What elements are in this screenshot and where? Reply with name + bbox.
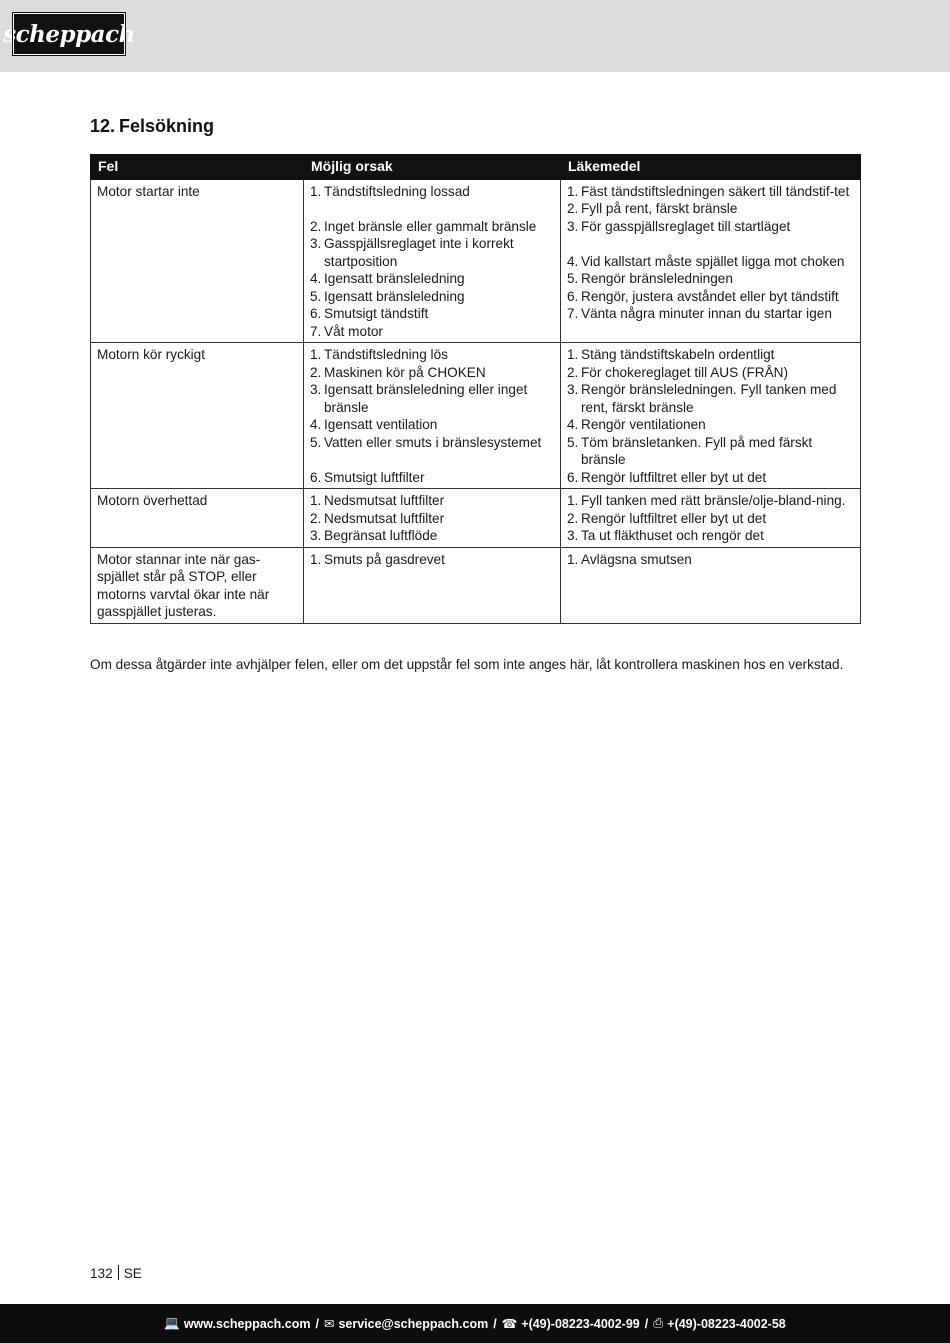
list-item: 1. Tändstiftsledning lossad: [310, 183, 470, 199]
footer-bar: 💻 www.scheppach.com / ✉ service@scheppach.com / ☎ +(49)-08223-4002-99 / ⎙ +(49)-08223-4002-58: [0, 1304, 950, 1343]
section-title: [90, 116, 214, 137]
list-item: 5. Rengör bränsleledningen: [567, 271, 733, 286]
remedy-list: [567, 551, 854, 569]
list-item: 1. Fäst tändstiftsledningen säkert till tändstif-tet: [567, 183, 850, 199]
list-item: 3. Igensatt bränsleledning eller inget bränsle: [310, 382, 528, 415]
footer-email[interactable]: service@scheppach.com: [338, 1316, 489, 1331]
remedy-list: [567, 183, 854, 323]
page-number: [90, 1265, 142, 1281]
page-separator: [118, 1265, 119, 1280]
list-item: 1. Avlägsna smutsen: [567, 551, 692, 567]
list-item: 2. Inget bränsle eller gammalt bränsle: [310, 218, 537, 234]
table-row: [91, 547, 861, 623]
table-row: [91, 489, 861, 548]
remedy-list: [567, 346, 854, 486]
footer-fax: +(49)-08223-4002-58: [667, 1316, 786, 1331]
list-item: 1. Stäng tändstiftskabeln ordentligt: [567, 347, 775, 362]
cause-cell: [304, 343, 561, 489]
cause-cell: [304, 489, 561, 548]
list-item: 6. Rengör luftfiltret eller byt ut det: [567, 469, 767, 485]
list-item: 4. Igensatt ventilation: [310, 417, 438, 432]
remedy-cell: [561, 489, 861, 548]
list-item: 2. Fyll på rent, färskt bränsle: [567, 201, 738, 216]
section-number: 12.: [90, 116, 116, 136]
list-item: 1. Smuts på gasdrevet: [310, 551, 445, 567]
list-item: 5. Töm bränsletanken. Fyll på med färskt bränsle: [567, 434, 813, 467]
cause-cell: [304, 547, 561, 623]
remedy-cell: [561, 343, 861, 489]
troubleshooting-table: [90, 154, 861, 624]
list-item: 6. Smutsigt luftfilter: [310, 469, 425, 485]
page-number-value: 132: [90, 1266, 113, 1281]
section-title-text: Felsökning: [119, 116, 215, 136]
list-item: 2. Rengör luftfiltret eller byt ut det: [567, 510, 767, 526]
computer-icon: 💻: [164, 1316, 180, 1330]
table-row: [91, 343, 861, 489]
table-row: [91, 179, 861, 343]
fault-cell: Motorn överhettad: [91, 489, 304, 548]
list-item: 3. För gasspjällsreglaget till startläget: [567, 218, 791, 234]
fax-icon: ⎙: [653, 1316, 664, 1330]
list-item: 3. Gasspjällsreglaget inte i korrekt startposition: [310, 236, 514, 269]
list-item: 3. Begränsat luftflöde: [310, 528, 438, 543]
list-item: 6. Rengör, justera avståndet eller byt tändstift: [567, 288, 839, 304]
cause-list: [310, 551, 554, 569]
list-item: 4. Rengör ventilationen: [567, 417, 706, 432]
list-item: 5. Vatten eller smuts i bränslesystemet: [310, 434, 542, 450]
column-header-fel: Fel: [91, 155, 304, 180]
column-header-lakemedel: Läkemedel: [561, 155, 861, 180]
list-item: 7. Vänta några minuter innan du startar igen: [567, 306, 832, 321]
list-item: 2. Nedsmutsat luftfilter: [310, 510, 445, 526]
list-item: 6. Smutsigt tändstift: [310, 306, 429, 321]
list-item: 7. Våt motor: [310, 323, 383, 339]
table-header-row: [91, 155, 861, 180]
list-item: 2. Maskinen kör på CHOKEN: [310, 364, 486, 380]
footer-phone: +(49)-08223-4002-99: [521, 1316, 640, 1331]
fault-cell: Motor stannar inte när gas-spjället står på STOP, eller motorns varvtal ökar inte när gasspjället justeras.: [91, 547, 304, 623]
column-header-orsak: Möjlig orsak: [304, 155, 561, 180]
list-item: 1. Tändstiftsledning lös: [310, 347, 448, 362]
page-language: SE: [123, 1266, 142, 1281]
list-item: 3. Ta ut fläkthuset och rengör det: [567, 528, 764, 543]
footnote-text: Om dessa åtgärder inte avhjälper felen, eller om det uppstår fel som inte anges här, låt kontrollera maskinen hos en verkstad.: [90, 657, 844, 672]
mail-icon: ✉: [323, 1317, 335, 1331]
cause-list: [310, 492, 554, 545]
top-bar: [0, 0, 950, 72]
list-item: 5. Igensatt bränsleledning: [310, 288, 465, 304]
footer-website[interactable]: www.scheppach.com: [183, 1316, 311, 1331]
cause-cell: [304, 179, 561, 343]
remedy-list: [567, 492, 854, 545]
list-item: 4. Igensatt bränsleledning: [310, 271, 465, 286]
list-item: 2. För chokereglaget till AUS (FRÅN): [567, 364, 788, 380]
list-item: 3. Rengör bränsleledningen. Fyll tanken med rent, färskt bränsle: [567, 382, 837, 415]
fault-cell: Motor startar inte: [91, 179, 304, 343]
list-item: 1. Fyll tanken med rätt bränsle/olje-bland-ning.: [567, 493, 846, 508]
remedy-cell: [561, 547, 861, 623]
cause-list: [310, 346, 554, 486]
list-item: 4. Vid kallstart måste spjället ligga mot choken: [567, 253, 845, 269]
fault-cell: Motorn kör ryckigt: [91, 343, 304, 489]
list-item: 1. Nedsmutsat luftfilter: [310, 493, 445, 508]
phone-icon: ☎: [501, 1317, 518, 1331]
remedy-cell: [561, 179, 861, 343]
cause-list: [310, 183, 554, 341]
brand-logo: scheppach: [13, 13, 125, 55]
